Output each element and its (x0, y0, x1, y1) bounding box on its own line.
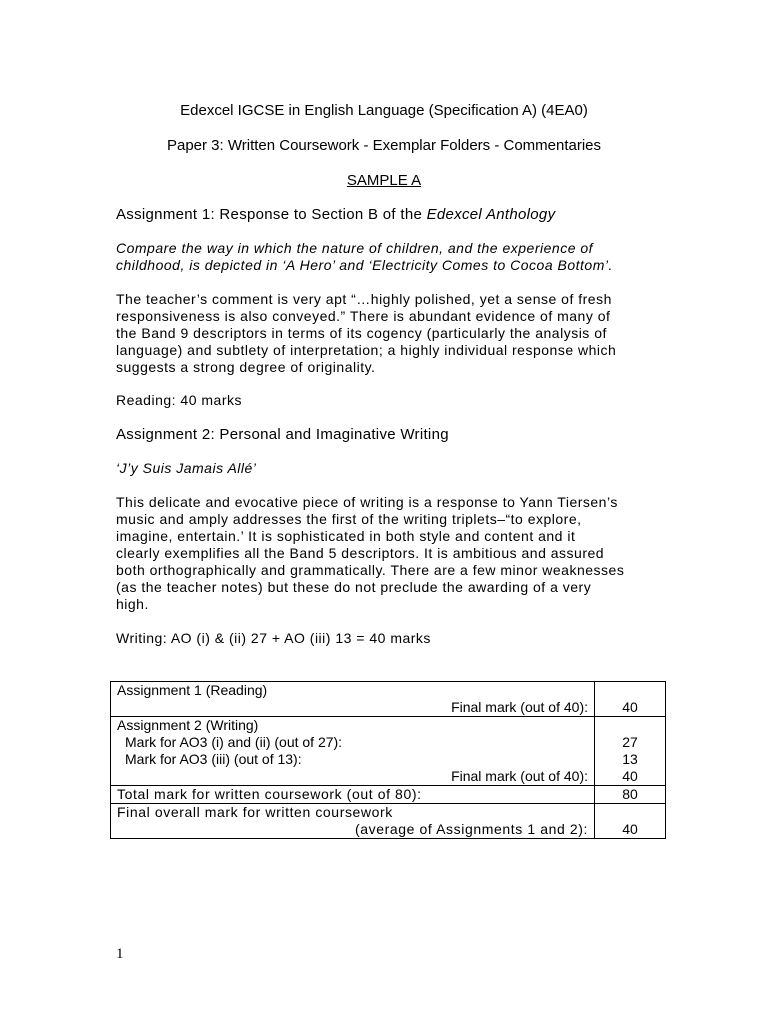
document-subtitle: Paper 3: Written Coursework - Exemplar Folders - Commentaries (166, 137, 602, 154)
sample-heading: SAMPLE A (346, 172, 422, 189)
assignment2-values-cell (595, 717, 666, 786)
assignment2-comment-line: clearly exemplifies all the Band 5 descriptors. It is ambitious and assured (116, 545, 605, 561)
document-title: Edexcel IGCSE in English Language (Specification A) (4EA0) (180, 102, 588, 119)
assignment2-final-value: 40 (622, 768, 638, 784)
assignment1-prompt-line: Compare the way in which the nature of children, and the experience of (116, 240, 594, 256)
assignment1-comment-line: The teacher’s comment is very apt “…highly polished, yet a sense of fresh (116, 291, 612, 307)
assignment2-comment-line: This delicate and evocative piece of writing is a response to Yann Tiersen’s (116, 494, 618, 510)
assignment1-heading (116, 206, 555, 223)
reading-marks: Reading: 40 marks (116, 392, 243, 408)
total-label: Total mark for written coursework (out of 80): (111, 786, 595, 804)
anthology-title: Edexcel Anthology (426, 206, 556, 223)
assignment1-heading-text: Assignment 1: Response to Section B of the (116, 206, 427, 223)
marks-table (110, 681, 666, 839)
assignment2-heading: Assignment 2: Personal and Imaginative Writing (116, 426, 449, 443)
assignment2-title: ‘J’y Suis Jamais Allé’ (116, 460, 257, 476)
overall-label: Final overall mark for written coursework (117, 804, 393, 820)
assignment2-comment-line: imagine, entertain.’ It is sophisticated in both style and content and it (116, 528, 576, 544)
assignment2-comment-line: music and amply addresses the first of the writing triplets–“to explore, (116, 511, 582, 527)
assignment1-comment-line: suggests a strong degree of originality. (116, 359, 376, 375)
assignment2-label: Assignment 2 (Writing) (117, 717, 259, 733)
assignment2-final-label: Final mark (out of 40): (451, 768, 588, 784)
ao12-label: Mark for AO3 (i) and (ii) (out of 27): (125, 734, 343, 750)
ao3-label: Mark for AO3 (iii) (out of 13): (125, 751, 302, 767)
overall-average-label: (average of Assignments 1 and 2): (354, 821, 588, 837)
total-value: 80 (595, 786, 666, 804)
table-row (111, 717, 666, 786)
ao3-value: 13 (622, 751, 638, 767)
table-row (111, 804, 666, 839)
assignment1-comment-line: the Band 9 descriptors in terms of its cogency (particularly the analysis of (116, 325, 607, 341)
assignment2-cell (111, 717, 595, 786)
assignment1-cell (111, 682, 595, 717)
assignment1-comment-line: language) and subtlety of interpretation; a highly individual response which (116, 342, 617, 358)
ao12-value: 27 (622, 734, 638, 750)
table-row (111, 786, 666, 804)
writing-marks: Writing: AO (i) & (ii) 27 + AO (iii) 13 = 40 marks (116, 630, 431, 646)
assignment1-final-label: Final mark (out of 40): (451, 699, 588, 715)
assignment2-comment-line: high. (116, 596, 149, 612)
table-row (111, 682, 666, 717)
assignment1-final-value: 40 (595, 682, 666, 717)
assignment1-prompt-line: childhood, is depicted in ‘A Hero’ and ‘Electricity Comes to Cocoa Bottom’. (116, 257, 613, 273)
assignment2-comment-line: both orthographically and grammatically. There are a few minor weaknesses (116, 562, 625, 578)
assignment1-comment-line: responsiveness is also conveyed.” There is abundant evidence of many of (116, 308, 611, 324)
overall-cell (111, 804, 595, 839)
assignment2-comment-line: (as the teacher notes) but these do not preclude the awarding of a very (116, 579, 592, 595)
page-number: 1 (116, 946, 124, 962)
overall-value: 40 (595, 804, 666, 839)
assignment1-label: Assignment 1 (Reading) (117, 682, 268, 698)
